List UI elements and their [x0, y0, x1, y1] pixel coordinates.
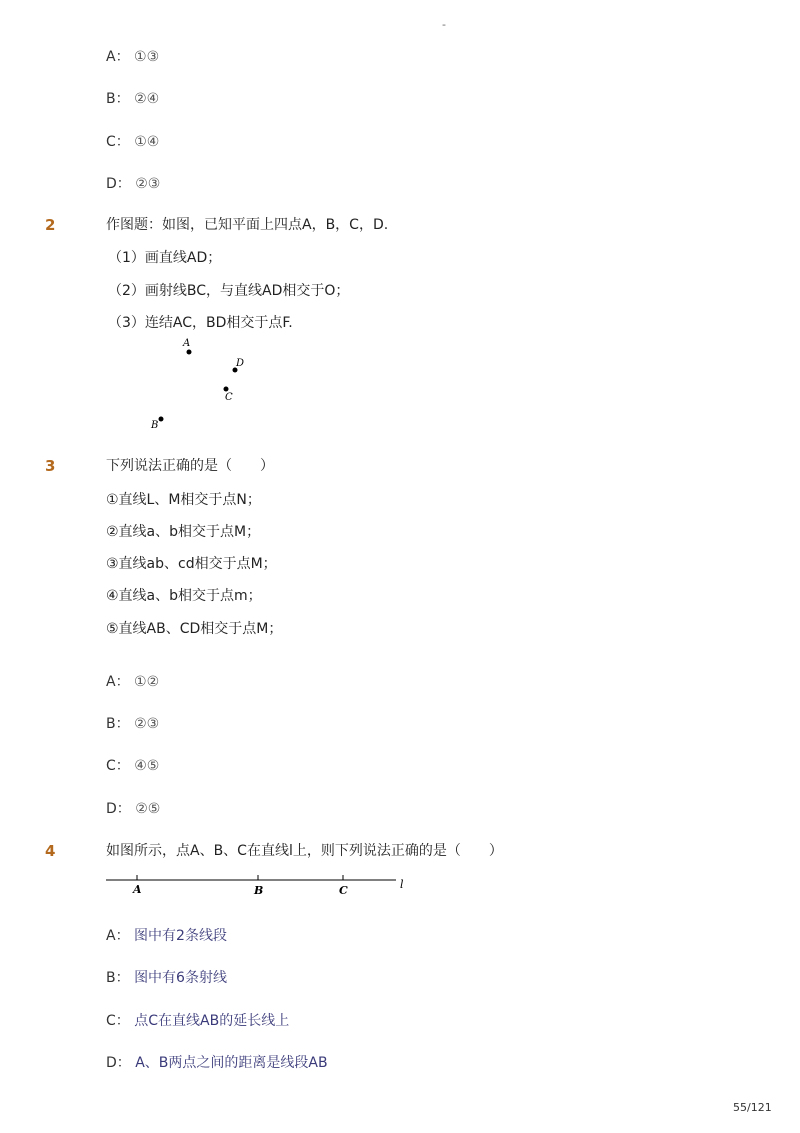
- option-value: 点C在直线AB的延长线上: [134, 1013, 290, 1029]
- q4-figure: [100, 868, 420, 900]
- label-b: B: [151, 420, 159, 431]
- option-key: B：: [106, 716, 130, 732]
- q2-figure: [140, 335, 260, 435]
- option-key: B：: [106, 91, 130, 107]
- label-l: l: [400, 878, 404, 891]
- q3-option-b[interactable]: [106, 715, 159, 733]
- option-key: C：: [106, 758, 130, 774]
- question-part: （3）连结AC，BD相交于点F.: [108, 315, 293, 331]
- question-stem: 如图所示，点A、B、C在直线l上，则下列说法正确的是（ ）: [106, 843, 503, 859]
- statement: ①直线L、M相交于点N；: [106, 492, 261, 508]
- option-value: ④⑤: [134, 758, 160, 774]
- question-stem: 下列说法正确的是（ ）: [106, 458, 274, 474]
- statement: ④直线a、b相交于点m；: [106, 588, 262, 604]
- option-value: ②④: [134, 91, 160, 107]
- q1-option-c[interactable]: [106, 133, 159, 151]
- option-key: C：: [106, 134, 130, 150]
- option-key: A：: [106, 928, 130, 944]
- question-number: 3: [45, 457, 56, 475]
- point-b: [159, 417, 164, 422]
- q4-option-d[interactable]: [106, 1054, 328, 1072]
- statement: ②直线a、b相交于点M；: [106, 524, 261, 540]
- header-mark: -: [442, 18, 446, 31]
- label-b: B: [254, 884, 264, 897]
- option-key: D：: [106, 801, 131, 817]
- page-number: 55/121: [733, 1101, 772, 1114]
- q1-option-b[interactable]: [106, 90, 159, 108]
- option-value: ①②: [134, 674, 160, 690]
- q3-option-a[interactable]: [106, 673, 159, 691]
- point-c: [224, 387, 229, 392]
- option-value: A、B两点之间的距离是线段AB: [135, 1055, 328, 1071]
- option-key: C：: [106, 1013, 130, 1029]
- q4-option-b[interactable]: [106, 969, 227, 987]
- q4-option-c[interactable]: [106, 1012, 289, 1030]
- option-value: ②③: [134, 716, 160, 732]
- statement: ⑤直线AB、CD相交于点M；: [106, 621, 283, 637]
- label-d: D: [236, 358, 245, 369]
- q1-option-d[interactable]: [106, 175, 160, 193]
- option-value: ②⑤: [135, 801, 161, 817]
- option-value: ②③: [135, 176, 161, 192]
- question-stem: 作图题：如图，已知平面上四点A，B，C，D.: [106, 217, 389, 233]
- question-part: （1）画直线AD；: [108, 250, 222, 266]
- option-value: 图中有6条射线: [134, 970, 227, 986]
- label-a: A: [133, 883, 142, 896]
- question-number: 4: [45, 842, 56, 860]
- question-part: （2）画射线BC，与直线AD相交于O；: [108, 283, 350, 299]
- option-key: D：: [106, 176, 131, 192]
- option-key: B：: [106, 970, 130, 986]
- option-key: A：: [106, 674, 130, 690]
- label-a: A: [183, 338, 191, 349]
- q1-option-a[interactable]: [106, 48, 159, 66]
- label-c: C: [339, 884, 348, 897]
- option-key: A：: [106, 49, 130, 65]
- q3-option-c[interactable]: [106, 757, 159, 775]
- q3-option-d[interactable]: [106, 800, 160, 818]
- option-key: D：: [106, 1055, 131, 1071]
- point-a: [187, 350, 192, 355]
- option-value: ①③: [134, 49, 160, 65]
- option-value: ①④: [134, 134, 160, 150]
- option-value: 图中有2条线段: [134, 928, 227, 944]
- q4-option-a[interactable]: [106, 927, 227, 945]
- label-c: C: [225, 392, 233, 403]
- question-number: 2: [45, 216, 56, 234]
- statement: ③直线ab、cd相交于点M；: [106, 556, 277, 572]
